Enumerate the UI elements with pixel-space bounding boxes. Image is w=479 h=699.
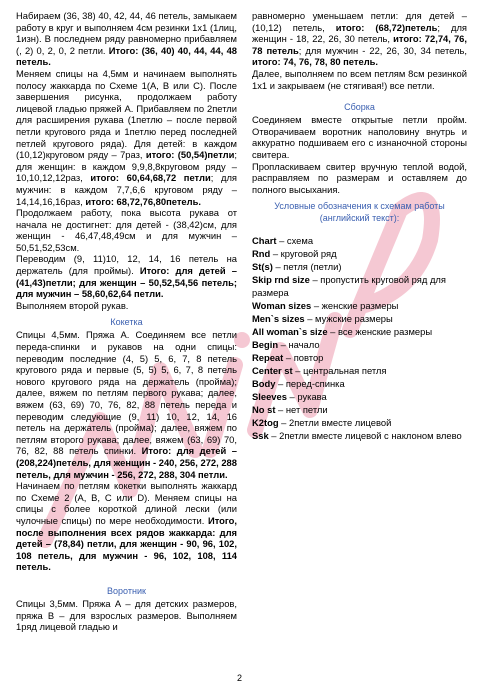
page-number: 2 [236,673,242,683]
text-run: Набираем (36, 38) 40, 42, 44, 46 петель, замыкаем работу в круг и выполняем 4см резинки 1х1 (1лиц, 1изн). В последнем ряду равномерно прибавляем (, 2) 0, 2, 0, 2 петли. [16,10,237,56]
glossary-item [252,312,467,325]
glossary-item [252,234,467,247]
paragraph-armhole-holder [16,253,237,299]
glossary-item [252,325,467,338]
glossary-term: Men`s sizes [252,313,305,325]
bold-text-run: итого: (50,54)петли [145,149,235,161]
text-run: Продолжаем работу, пока высота рукава от начала не достигнет: для детей - (38,42)см, для женщин - 46,47,48,49см и для мужчин – 50,51,52,53см. [16,207,237,253]
paragraph-sleeve-length [16,207,237,253]
glossary-item [252,260,467,273]
glossary-definition: – нет петли [275,404,328,416]
paragraph-collar-rib [252,68,467,91]
glossary-term: Repeat [252,352,284,364]
glossary-term: K2tog [252,417,279,429]
section-heading-assembly: Сборка [344,102,375,113]
section-heading-yoke: Кокетка [110,317,143,328]
glossary-item [252,429,467,442]
glossary-definition: – пропустить круговой ряд для размера [252,274,446,299]
right-column [252,10,467,442]
bold-text-run: итого: 72,74, 76, 78 петель [252,33,467,56]
paragraph-washing [252,161,467,196]
paragraph-yoke-join [16,329,237,480]
glossary-definition: – круговой ряд [270,248,337,260]
glossary-item [252,416,467,429]
bold-text-run: итого: 68,72,76,80петель. [85,195,201,207]
glossary-term: All woman`s size [252,326,328,338]
paragraph-second-sleeve [16,300,237,312]
glossary-item [252,377,467,390]
glossary-definition: – начало [278,339,320,351]
glossary-definition: – 2петли вместе лицевой с наклоном влево [268,430,462,442]
text-run: ; для женщин: в каждом 9,9,8,8круговом ряду – 10,10,12,12раз, [16,149,237,184]
text-run: Пропласкиваем свитер вручную теплой водой, расправляем по размерам и оставляем до полного высыхания. [252,160,467,195]
text-run: Спицы 4,5мм. Пряжа А. Соединяем все петли переда-спинки и рукавов на одни спицы: переводим последние (4, 5) 5, 6, 7, 8 петель кругового ряда и первые (5, 5) 5, 6, 7, 8 петель нового кругового ряда на держатель (пройма); далее, вяжем по петлям первого рукава; далее, вяжем (63, 69) 70, 76, 82, 88 петель переда и переводим следующие (9, 11) 10, 12, 14, 16 петель на держатель (пройма); далее, вяжем по петлям второго рукава; далее, вяжем (63, 69) 70, 76, 82, 88 петель спинки. [16,329,237,457]
bold-text-run: итого: 74, 76, 78, 80 петель. [252,56,379,68]
glossary-term: Ssk [252,430,269,442]
text-run: Далее, выполняем по всем петлям 8см резинкой 1х1 и закрываем (не стягивая!) все петли. [252,67,467,91]
glossary-item [252,390,467,403]
text-run: Переводим (9, 11)10, 12, 14, 16 петель на держатель (для проймы). [16,253,237,277]
text-run: равномерно уменьшаем петли: для детей – (10,12) петель, [252,10,467,33]
glossary-term: St(s) [252,261,273,273]
bold-text-run: Итого: для детей – (41,43)петли; для женщин – 50,52,54,56 петель; для мужчин – 58,60,62,64 петли. [16,265,237,300]
bold-text-run: Итого: (36, 40) 40, 44, 44, 48 петель. [16,44,238,68]
glossary-item [252,299,467,312]
glossary-definition: – центральная петля [292,365,387,377]
glossary-definition: – перед-спинка [275,378,345,390]
paragraph-yoke-jacquard [16,480,237,573]
text-run: ; для мужчин: в каждом 7,7,6,6 круговом ряду – 14,14,16,16раз, [16,172,238,207]
text-run: Спицы 3,5мм. Пряжа А – для детских размеров, пряжа В – для взрослых размеров. Выполняем 1ряд лицевой гладью и [16,597,237,633]
legend-heading-line-1: Условные обозначения к схемам работы [274,201,445,212]
glossary-term: Woman sizes [252,300,312,312]
glossary-term: Begin [252,339,279,351]
bold-text-run: итого: (68,72)петель [335,21,438,33]
glossary-term: Chart [252,235,277,247]
legend-heading [252,201,467,224]
paragraph-collar-decrease [252,10,467,68]
left-column [16,10,237,633]
glossary-term: Center st [252,365,293,377]
glossary-term: Sleeves [252,391,287,403]
section-heading-collar: Воротник [107,585,146,596]
bold-text-run: Итого: для детей – (208,224)петель, для женщин - 240, 256, 272, 288 петель, для мужчин - 256, 272, 288, 304 петли. [16,445,238,480]
glossary-item [252,247,467,260]
text-run: Выполняем второй рукав. [16,299,129,311]
glossary-item [252,273,467,299]
legend-heading-line-2: (английский текст): [319,212,400,223]
glossary-item [252,351,467,364]
glossary-definition: – повтор [283,352,324,364]
paragraph-collar [16,598,237,633]
glossary-definition: – все женские размеры [327,326,433,338]
bold-text-run: итого: 60,64,68,72 петли [90,172,211,184]
glossary-term: Body [252,378,276,390]
glossary-list [252,234,467,442]
glossary-definition: – 2петли вместе лицевой [278,417,392,429]
text-run: Меняем спицы на 4,5мм и начинаем выполнять полосу жаккарда по Схеме 1(A, B или C). После завершения рисунка, продолжаем работу лицевой гладью пряжей А. Прибавляем по 2петли для расширения рукава (1петлю – после первой петли кругового ряда и 1петлю перед последней петлей кругового ряда). Для детей: в каждом (10,12)круговом ряду – 7раз, [16,67,237,161]
paragraph-cast-on [16,10,237,68]
glossary-item [252,338,467,351]
text-run: Начинаем по петлям кокетки выполнять жаккард по Схеме 2 (A, B, C или D). Меняем спицы на спицы с более короткой длиной лески (или чулочные спицы) по мере необходимости. [16,480,237,526]
glossary-definition: – мужские размеры [304,313,393,325]
paragraph-assembly [252,114,467,160]
glossary-term: Rnd [252,248,271,260]
text-run: ; для мужчин - 22, 26, 30, 34 петель, [298,44,467,56]
bold-text-run: Итого, после выполнения всех рядов жаккарда: для детей – (78,84) петли, для женщин - 90, 96, 102, 108 петель, для мужчин - 96, 102, 108, 114 петель. [16,514,237,573]
glossary-definition: – схема [276,235,314,247]
glossary-term: No st [252,404,276,416]
glossary-item [252,364,467,377]
glossary-definition: – петля (петли) [272,261,342,273]
glossary-item [252,403,467,416]
glossary-definition: – рукава [286,391,327,403]
glossary-definition: – женские размеры [311,300,399,312]
glossary-term: Skip rnd size [252,274,310,286]
paragraph-sleeve-jacquard [16,68,237,207]
text-run: ; для женщин - 18, 22, 26, 30 петель, [252,21,467,45]
text-run: Соединяем вместе открытые петли пройм. Отворачиваем воротник наполовину внутрь и аккуратно подшиваем его с изнаночной стороны свитера. [252,114,467,160]
